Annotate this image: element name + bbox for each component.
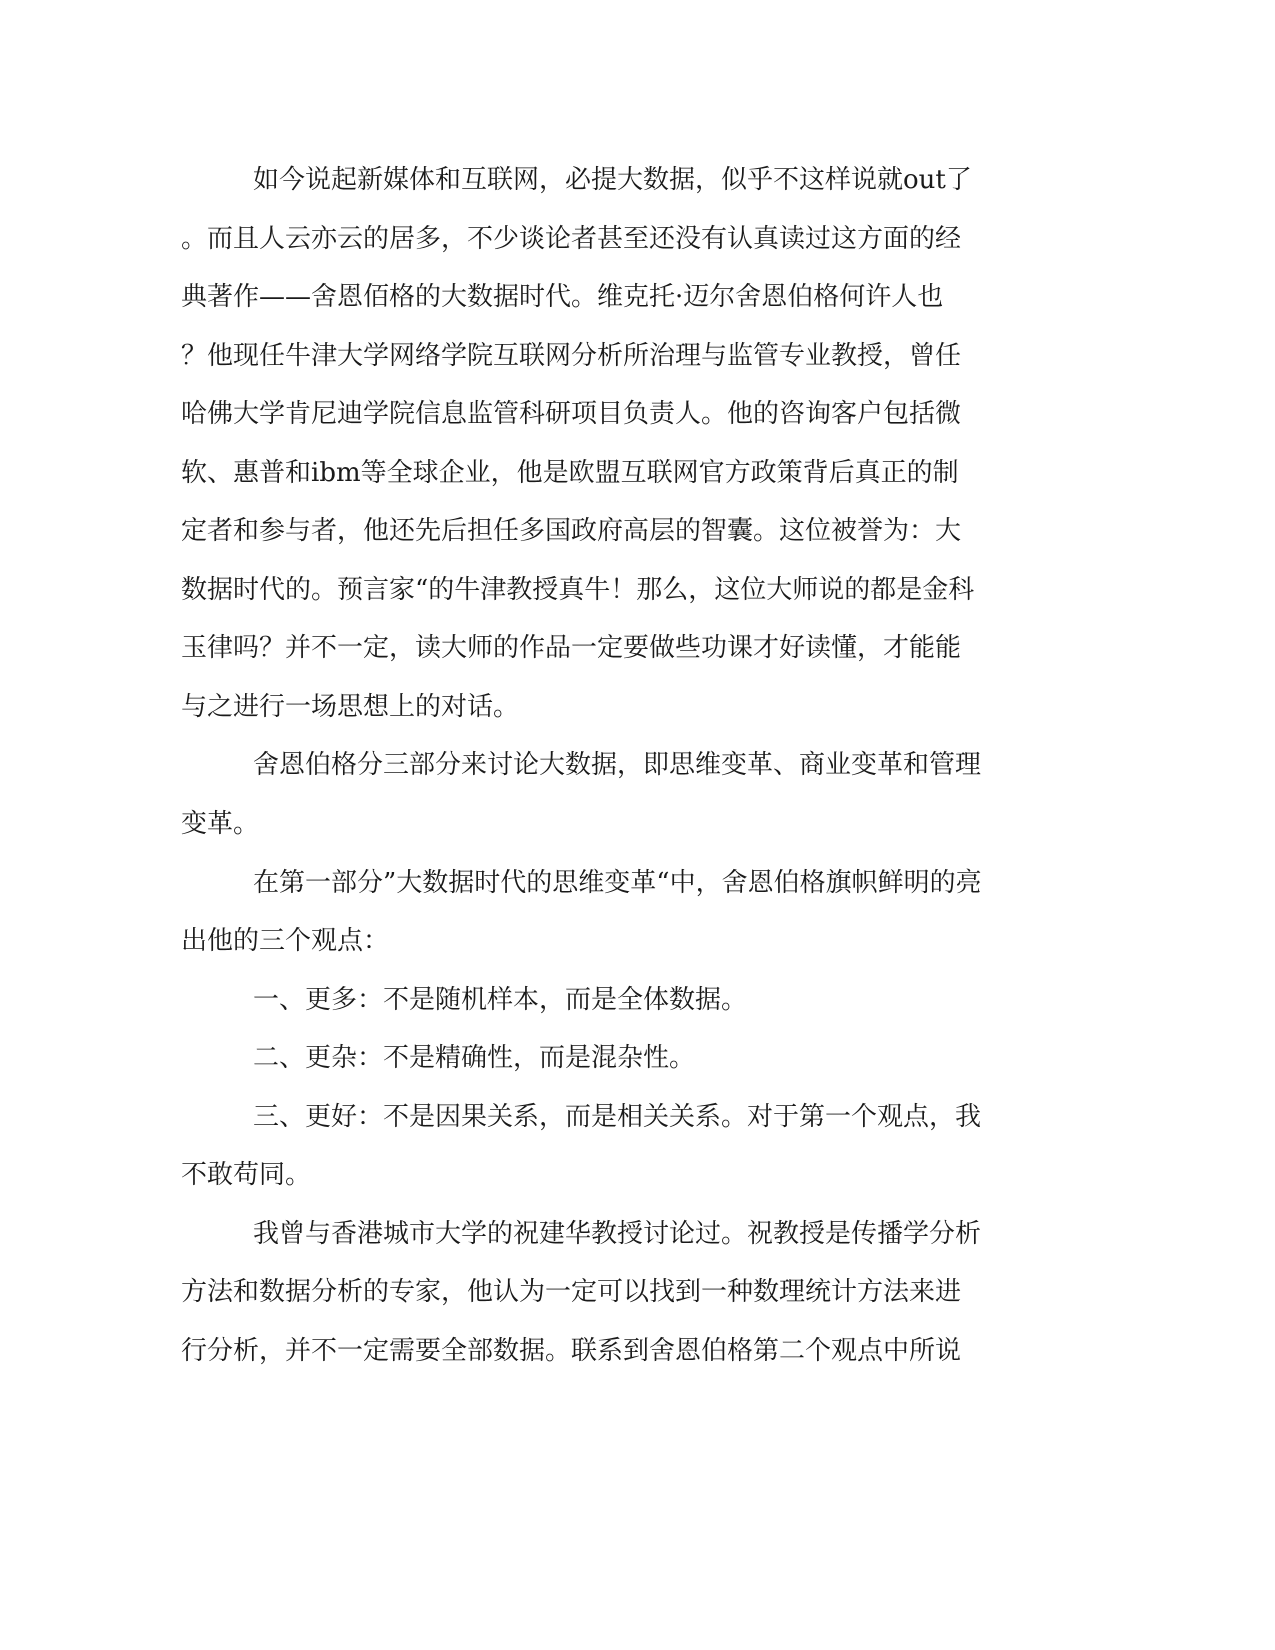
- text-line: 如今说起新媒体和互联网，必提大数据，似乎不这样说就out了: [253, 165, 972, 195]
- text-line: 定者和参与者，他还先后担任多国政府高层的智囊。这位被誉为：大: [181, 516, 962, 546]
- text-line: 方法和数据分析的专家，他认为一定可以找到一种数理统计方法来进: [181, 1277, 962, 1307]
- text-line: 不敢苟同。: [181, 1160, 312, 1190]
- text-line: 一、更多：不是随机样本，而是全体数据。: [253, 985, 748, 1015]
- text-line: 变革。: [181, 809, 260, 839]
- text-line: 玉律吗？并不一定，读大师的作品一定要做些功课才好读懂，才能能: [181, 633, 962, 663]
- text-line: 舍恩伯格分三部分来讨论大数据，即思维变革、商业变革和管理: [253, 750, 982, 780]
- text-line: 三、更好：不是因果关系，而是相关关系。对于第一个观点，我: [253, 1102, 982, 1132]
- text-line: 。而且人云亦云的居多，不少谈论者甚至还没有认真读过这方面的经: [181, 224, 962, 254]
- text-line: 与之进行一场思想上的对话。: [181, 692, 520, 722]
- text-line: 我曾与香港城市大学的祝建华教授讨论过。祝教授是传播学分析: [253, 1219, 982, 1249]
- text-line: 典著作——舍恩佰格的大数据时代。维克托·迈尔舍恩伯格何许人也: [181, 282, 944, 312]
- text-line: 二、更杂：不是精确性，而是混杂性。: [253, 1043, 696, 1073]
- text-line: 行分析，并不一定需要全部数据。联系到舍恩伯格第二个观点中所说: [181, 1336, 962, 1366]
- text-line: 哈佛大学肯尼迪学院信息监管科研项目负责人。他的咨询客户包括微: [181, 399, 962, 429]
- text-line: 出他的三个观点：: [181, 926, 390, 956]
- text-line: ？他现任牛津大学网络学院互联网分析所治理与监管专业教授，曾任: [181, 341, 962, 371]
- text-line: 软、惠普和ibm等全球企业，他是欧盟互联网官方政策背后真正的制: [181, 458, 959, 488]
- text-line: 在第一部分”大数据时代的思维变革“中，舍恩伯格旗帜鲜明的亮: [253, 868, 982, 898]
- text-line: 数据时代的。预言家“的牛津教授真牛！那么，这位大师说的都是金科: [181, 575, 975, 605]
